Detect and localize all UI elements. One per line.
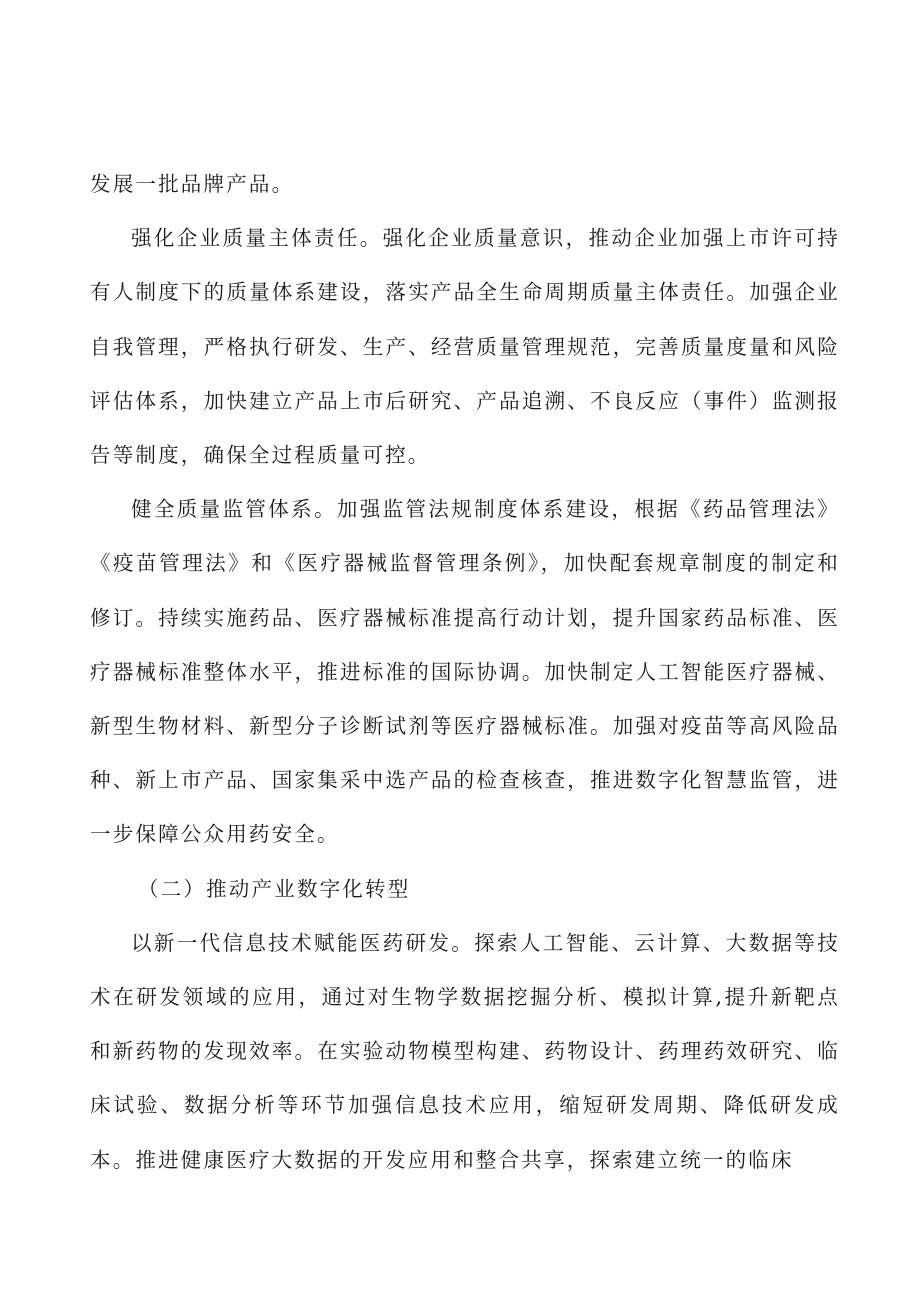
section-heading-digital-transformation: （二）推动产业数字化转型 [138, 876, 411, 901]
paragraph-continuation: 发展一批品牌产品。 [90, 172, 295, 196]
paragraph-it-empowered-rd: 以新一代信息技术赋能医药研发。探索人工智能、云计算、大数据等技术在研发领域的应用，通过对生物学数据挖掘分析、模拟计算,提升新靶点和新药物的发现效率。在实验动物模型构建、药物设计、药理药效研究、临床试验、数据分析等环节加强信息技术应用，缩短研发周期、降低研发成本。推进健康医疗大数据的开发应用和整合共享，探索建立统一的临床 [90, 930, 840, 1172]
paragraph-quality-supervision: 健全质量监管体系。加强监管法规制度体系建设，根据《药品管理法》《疫苗管理法》和《医疗器械监督管理条例》，加快配套规章制度的制定和修订。持续实施药品、医疗器械标准提高行动计划，提升国家药品标准、医疗器械标准整体水平，推进标准的国际协调。加快制定人工智能医疗器械、新型生物材料、新型分子诊断试剂等医疗器械标准。加强对疫苗等高风险品种、新上市产品、国家集采中选产品的检查核查，推进数字化智慧监管，进一步保障公众用药安全。 [90, 497, 840, 847]
paragraph-quality-responsibility: 强化企业质量主体责任。强化企业质量意识，推动企业加强上市许可持有人制度下的质量体系建设，落实产品全生命周期质量主体责任。加强企业自我管理，严格执行研发、生产、经营质量管理规范，完善质量度量和风险评估体系，加快建立产品上市后研究、产品追溯、不良反应（事件）监测报告等制度，确保全过程质量可控。 [90, 226, 840, 468]
document-body [90, 157, 840, 1187]
